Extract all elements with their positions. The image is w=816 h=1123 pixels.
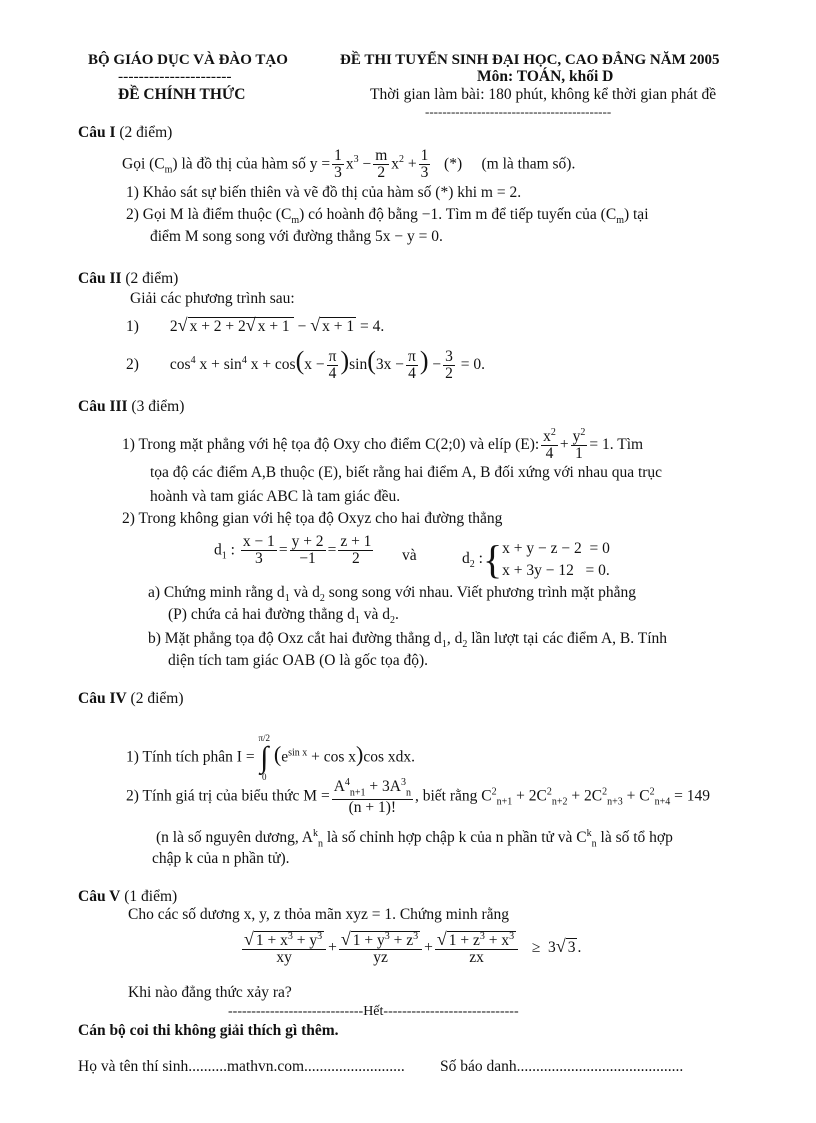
q1-heading: Câu I (2 điểm) — [78, 124, 173, 141]
q1-item1: 1) Khảo sát sự biến thiên và vẽ đồ thị của hàm số (*) khi m = 2. — [126, 184, 522, 201]
q3-b-cont: diện tích tam giác OAB (O là gốc tọa độ). — [168, 652, 428, 669]
q3-b: b) Mặt phẳng tọa độ Oxz cắt hai đường thẳng $d_1$, $d_2$ lần lượt tại các điểm A, B. Tính — [148, 630, 668, 651]
q3-part1-cont2: hoành và tam giác ABC là tam giác đều. — [150, 488, 401, 505]
q5-inequality: $\frac{√ 1 + x^3 + y^3}{xy}$ + $\frac{√ 1 + y^3 + z^3}{yz}$ + $\frac{√ 1 + z^3 + x^3}{zx}$ ≥ 3√ 3 . — [244, 929, 582, 967]
q5-heading: Câu V (1 điểm) — [78, 888, 178, 905]
q3-part1: 1) Trong mặt phẳng với hệ tọa độ Oxy cho điểm C(2;0) và elíp (E): $\frac{x^2}{4}$ + $\frac{y^2}{1}$ = 1. Tìm — [122, 427, 644, 463]
ministry-name: BỘ GIÁO DỤC VÀ ĐÀO TẠO — [88, 52, 288, 68]
q3-a-cont: (P) chứa cả hai đường thẳng $d_1$ và $d_2$. — [168, 606, 399, 627]
candidate-name-line: Họ và tên thí sinh..........mathvn.com.......................... — [78, 1058, 405, 1075]
q5-intro: Cho các số dương x, y, z thỏa mãn xyz = 1. Chứng minh rằng — [128, 906, 509, 923]
q4-part1: 1) Tính tích phân I = π/2 ∫ 0 $(e^{sin x} + \cos x)\cos$ xdx. — [126, 733, 416, 782]
supervisor-note: Cán bộ coi thi không giải thích gì thêm. — [78, 1022, 339, 1039]
q2-eq1: 1) 2√ x + 2 + 2√ x + 1 − √ x + 1 = 4. — [126, 315, 385, 335]
official-label: ĐỀ CHÍNH THỨC — [118, 86, 246, 103]
ministry-rule: ---------------------- — [118, 68, 232, 85]
q4-note-cont: chập k của n phần tử). — [152, 850, 290, 867]
q2-intro: Giải các phương trình sau: — [130, 290, 295, 307]
q1-intro: Gọi $(C_m)$ là đồ thị của hàm số y = $\frac{1}{3}$ $x^3$ − $\frac{m}{2}$ $x^2$ + $\frac{1}{3}$ (*) (m là tham số). — [122, 147, 576, 182]
q3-heading: Câu III (3 điểm) — [78, 398, 185, 415]
q4-heading: Câu IV (2 điểm) — [78, 690, 184, 707]
candidate-id-line: Số báo danh........................................... — [440, 1058, 684, 1075]
q3-line-d1: $d_1$ : $\frac{x - 1}{3}$ = $\frac{y + 2}{-1}$ = $\frac{z + 1}{2}$ — [214, 533, 372, 568]
q2-eq2: 2) $\cos^4 x + \sin^4 x + \cos(x$ − $\frac{\pi}{4}$ )sin(3x − $\frac{\pi}{4}$ ) − $\frac{3}{2}$ = 0. — [126, 346, 486, 382]
q5-question: Khi nào đẳng thức xảy ra? — [128, 984, 292, 1001]
q1-item2-cont: điểm M song song với đường thẳng 5x − y = 0. — [150, 228, 443, 245]
q4-note: (n là số nguyên dương, $A^k_n$ là số chỉnh hợp chập k của n phần tử và $C^k_n$ là số tổ hợp — [156, 828, 673, 850]
subject-line: Môn: TOÁN, khối D — [477, 68, 614, 85]
time-line: Thời gian làm bài: 180 phút, không kể thời gian phát đề — [370, 86, 717, 103]
q3-and: và — [402, 547, 417, 564]
q1-item2: 2) Gọi M là điểm thuộc $(C_m)$ có hoành độ bằng −1. Tìm m để tiếp tuyến của $(C_m)$ tại — [126, 206, 649, 227]
end-marker: -----------------------------Hết----------------------------- — [228, 1004, 519, 1019]
time-rule: ------------------------------------------- — [425, 104, 612, 119]
q3-part2: 2) Trong không gian với hệ tọa độ Oxyz cho hai đường thẳng — [122, 510, 503, 527]
q4-part2: 2) Tính giá trị của biểu thức M = $\frac{A^4_{n+1} + 3A^3_n}{(n + 1)!}$ , biết rằng $C^2_{n+1} + 2C^2_{n+2} + 2C^2_{n+3} + C^2_{n+4} = 149$ — [126, 777, 710, 816]
q3-part1-cont1: tọa độ các điểm A,B thuộc (E), biết rằng hai điểm A, B đối xứng với nhau qua trục — [150, 464, 663, 481]
exam-title: ĐỀ THI TUYỂN SINH ĐẠI HỌC, CAO ĐẲNG NĂM 2005 — [340, 52, 720, 68]
q3-line-d2: $d_2$ :{x + y − z − 2 = 0 x + 3y − 12 = 0. — [462, 537, 610, 582]
q2-heading: Câu II (2 điểm) — [78, 270, 179, 287]
q3-a: a) Chứng minh rằng $d_1$ và $d_2$ song song với nhau. Viết phương trình mặt phẳng — [148, 584, 636, 605]
